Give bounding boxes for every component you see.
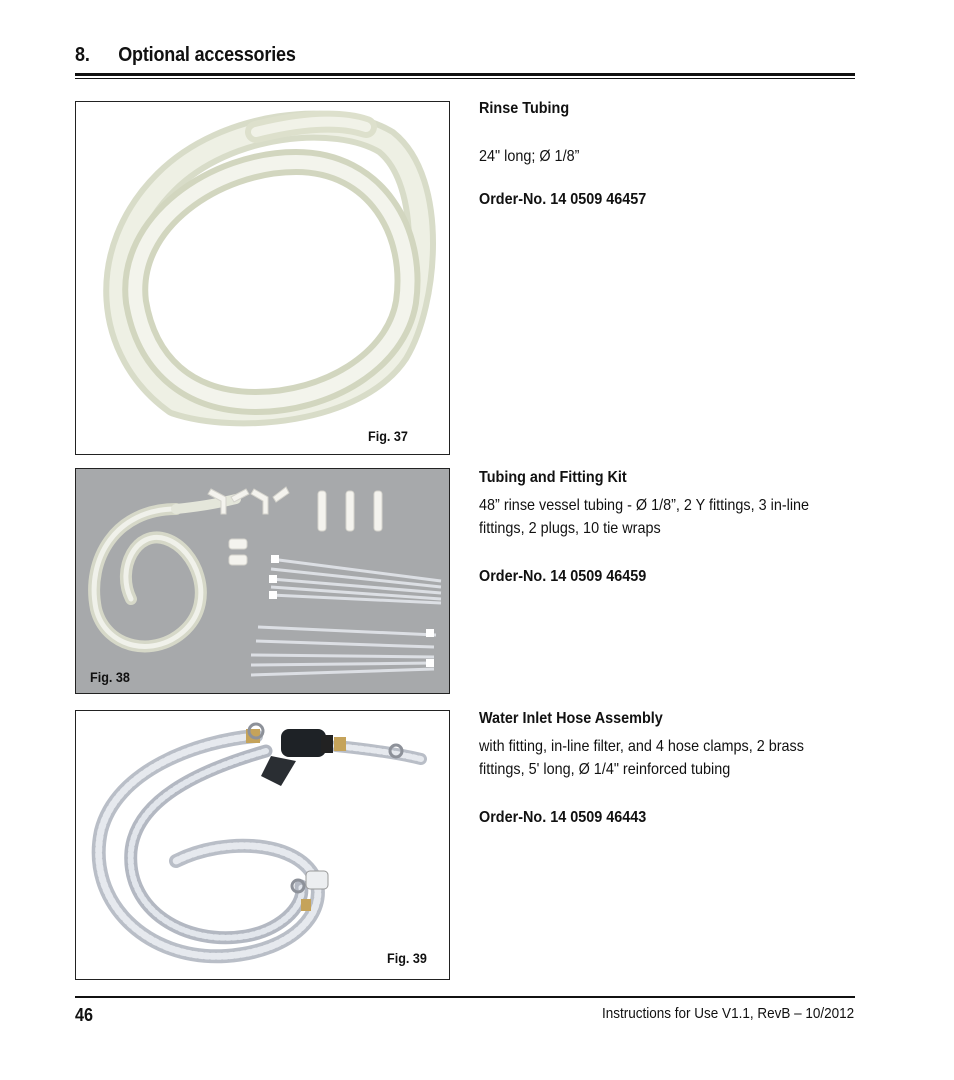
item-rinse-tubing bbox=[479, 100, 857, 209]
figure-rinse-tubing bbox=[75, 101, 450, 455]
section-number: 8. bbox=[75, 44, 90, 66]
item-fitting-kit bbox=[479, 469, 857, 586]
figure-label: Fig. 39 bbox=[387, 950, 427, 966]
figure-label: Fig. 38 bbox=[90, 669, 130, 685]
item-title: Rinse Tubing bbox=[479, 100, 570, 117]
water-inlet-hose-image bbox=[76, 711, 450, 980]
figure-label: Fig. 37 bbox=[368, 428, 408, 444]
item-order-number: Order-No. 14 0509 46443 bbox=[479, 809, 647, 826]
figure-fitting-kit bbox=[75, 468, 450, 694]
item-order-number: Order-No. 14 0509 46459 bbox=[479, 568, 647, 585]
header-rule bbox=[75, 73, 855, 76]
page-number: 46 bbox=[75, 1005, 94, 1025]
section-title bbox=[75, 44, 777, 67]
figure-water-inlet-hose bbox=[75, 710, 450, 980]
section-title-text: Optional accessories bbox=[118, 44, 296, 66]
footer-doc-info: Instructions for Use V1.1, RevB – 10/2012 bbox=[601, 1005, 854, 1022]
footer-rule bbox=[75, 996, 855, 998]
item-description: with fitting, in-line filter, and 4 hose clamps, 2 brass fittings, 5' long, Ø 1/4" reinforced tubing bbox=[479, 738, 804, 778]
item-order-number: Order-No. 14 0509 46457 bbox=[479, 191, 647, 208]
item-description: 48” rinse vessel tubing - Ø 1/8”, 2 Y fittings, 3 in-line fittings, 2 plugs, 10 tie wraps bbox=[479, 497, 810, 537]
item-title: Tubing and Fitting Kit bbox=[479, 469, 627, 486]
item-description: 24" long; Ø 1/8” bbox=[479, 148, 580, 165]
rinse-tubing-image bbox=[76, 102, 450, 455]
fitting-kit-image bbox=[76, 469, 450, 694]
section-header bbox=[75, 44, 855, 67]
item-title: Water Inlet Hose Assembly bbox=[479, 710, 663, 727]
header-rule-thin bbox=[75, 78, 855, 79]
item-water-inlet-hose bbox=[479, 710, 857, 827]
